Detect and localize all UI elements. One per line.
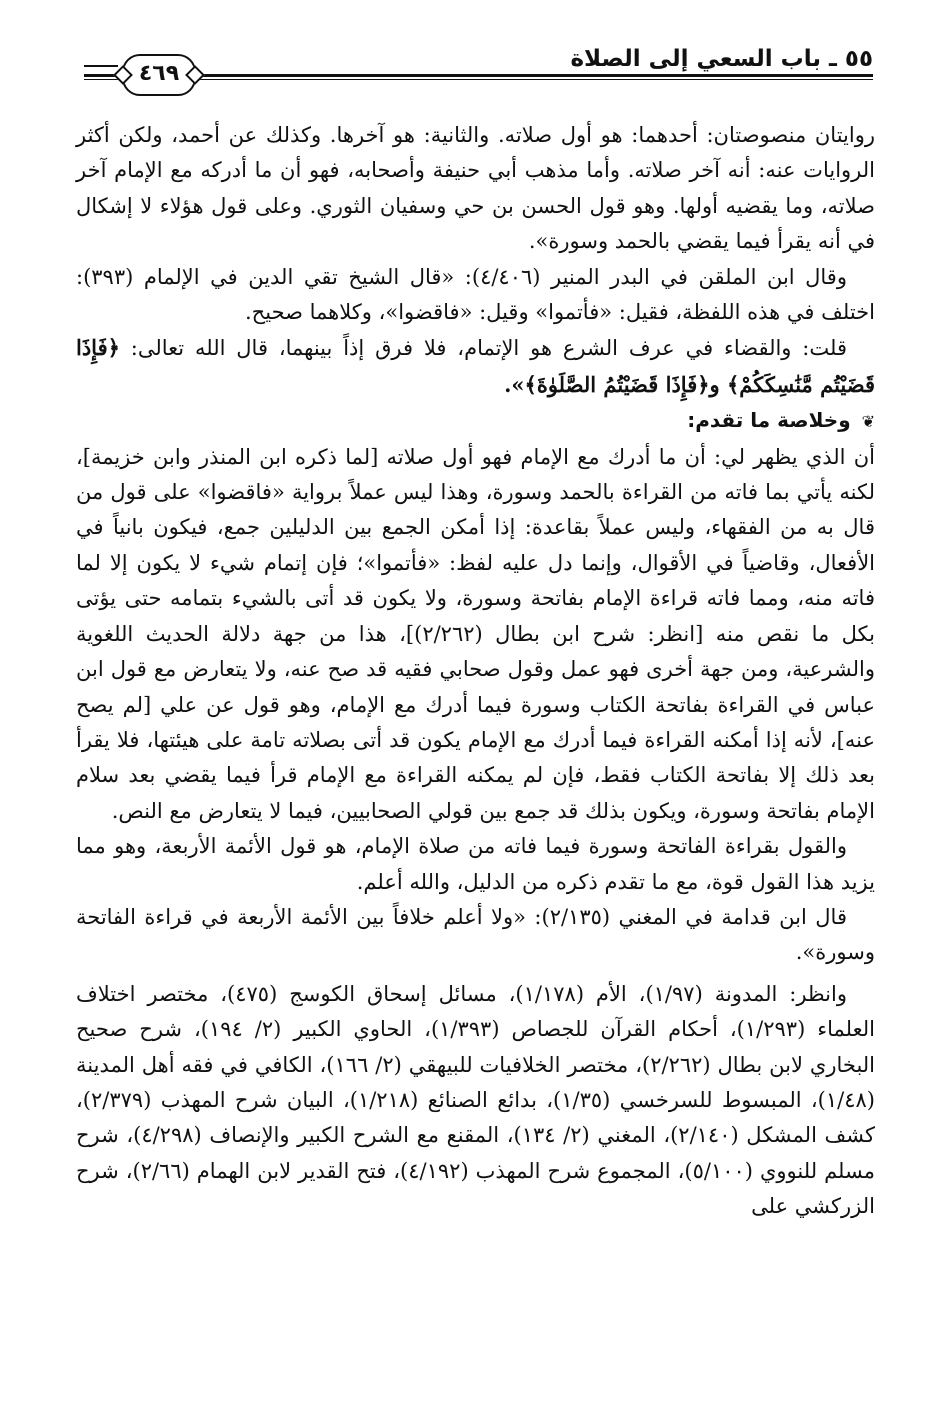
paragraph-3-text: قلت: والقضاء في عرف الشرع هو الإتمام، فلا فرق إذاً بينهما، قال الله تعالى: bbox=[130, 336, 847, 361]
paragraph-1: روايتان منصوصتان: أحدهما: هو أول صلاته. والثانية: هو آخرها. وكذلك عن أحمد، ولكن أكثر الروايات عنه: أنه آخر صلاته. وأما مذهب أبي حنيفة وأصحابه، فهو أن ما أدركه مع الإمام آخر صلاته، وما يقضيه أولها. وهو قول الحسن بن حي وسفيان الثوري. وعلى قول هؤلاء لا إشكال في أنه يقرأ فيما يقضي بالحمد وسورة». bbox=[76, 123, 875, 254]
paragraph-6: قال ابن قدامة في المغني (٢/١٣٥): «ولا أعلم خلافاً بين الأئمة الأربعة في قراءة الفاتحة وسورة». bbox=[76, 904, 875, 965]
body-text bbox=[76, 118, 875, 1225]
section-heading bbox=[76, 403, 875, 439]
paragraph-2: وقال ابن الملقن في البدر المنير (٤/٤٠٦): «قال الشيخ تقي الدين في الإلمام (٣٩٣): اختلف في هذه اللفظة، فقيل: «فأتموا» وقيل: «فاقضوا»، وكلاهما صحيح. bbox=[76, 264, 875, 325]
paragraph-3 bbox=[76, 330, 875, 403]
paragraph-4: أن الذي يظهر لي: أن ما أدرك مع الإمام فهو أول صلاته [لما ذكره ابن المنذر وابن خزيمة]، لكنه يأتي بما فاته من القراءة بالحمد وسورة، وهذا ليس عملاً برواية «فاقضوا» على قول من قال به من الفقهاء، وليس عملاً بقاعدة: إذا أمكن الجمع بين الدليلين جمع، فيكون بانياً في الأفعال، وقاضياً في الأقوال، وإنما دل عليه لفظ: «فأتموا»؛ فإن إتمام شيء لا يكون إلا لما فاته منه، ومما فاته قراءة الإمام بفاتحة وسورة، ولا يكون قد أتى بالشيء بتمامه حتى يؤتى بكل ما نقص منه [انظر: شرح ابن بطال (٢/٢٦٢)]، هذا من جهة دلالة الحديث اللغوية والشرعية، ومن جهة أخرى فهو عمل وقول صحابي فقيه قد صح عنه، ولا يتعارض مع قول ابن عباس في القراءة بفاتحة الكتاب وسورة فيما أدرك مع الإمام، وهو قول عن علي [لم يصح عنه]، لأنه إذا أمكنه القراءة فيما أدرك مع الإمام يكون قد أتى بصلاته تامة على هيئتها، فلا يقرأ بعد ذلك إلا بفاتحة الكتاب فقط، فإن لم يمكنه القراءة مع الإمام قرأ فيما يقضي بعد سلام الإمام بفاتحة وسورة، ويكون بذلك قد جمع بين قولي الصحابيين، فيما لا يتعارض مع النص. bbox=[76, 444, 875, 823]
quran-verse: ﴿فَإِذَا قَضَيْتُم مَّنَٰسِكَكُمْ﴾ و﴿فَإِذَا قَضَيْتُمُ الصَّلَوٰةَ﴾». bbox=[76, 335, 875, 397]
references-paragraph: وانظر: المدونة (١/٩٧)، الأم (١/١٧٨)، مسائل إسحاق الكوسج (٤٧٥)، مختصر اختلاف العلماء (١/٢٩٣)، أحكام القرآن للجصاص (١/٣٩٣)، الحاوي الكبير (٢/ ١٩٤)، شرح صحيح البخاري لابن بطال (٢/٢٦٢)، مختصر الخلافيات للبيهقي (٢/ ١٦٦)، الكافي في فقه أهل المدينة (١/٤٨)، المبسوط للسرخسي (١/٣٥)، بدائع الصنائع (١/٢١٨)، البيان شرح المهذب (٢/٣٧٩)، كشف المشكل (٢/١٤٠)، المغني (٢/ ١٣٤)، المقنع مع الشرح الكبير والإنصاف (٤/٢٩٨)، شرح مسلم للنووي (٥/١٠٠)، المجموع شرح المهذب (٤/١٩٢)، فتح القدير لابن الهمام (٢/٦٦)، شرح الزركشي على bbox=[76, 981, 876, 1219]
header-ornament-line bbox=[84, 65, 118, 67]
flower-icon: ❦ bbox=[861, 412, 875, 432]
page-header bbox=[84, 46, 873, 106]
paragraph-5: والقول بقراءة الفاتحة وسورة فيما فاته من صلاة الإمام، هو قول الأئمة الأربعة، وهو مما يزيد هذا القول قوة، مع ما تقدم ذكره من الدليل، والله أعلم. bbox=[76, 834, 875, 894]
section-heading-text: وخلاصة ما تقدم: bbox=[687, 408, 851, 433]
page-number: ٤٦٩ bbox=[122, 54, 196, 96]
chapter-title: ٥٥ ـ باب السعي إلى الصلاة bbox=[570, 46, 873, 72]
